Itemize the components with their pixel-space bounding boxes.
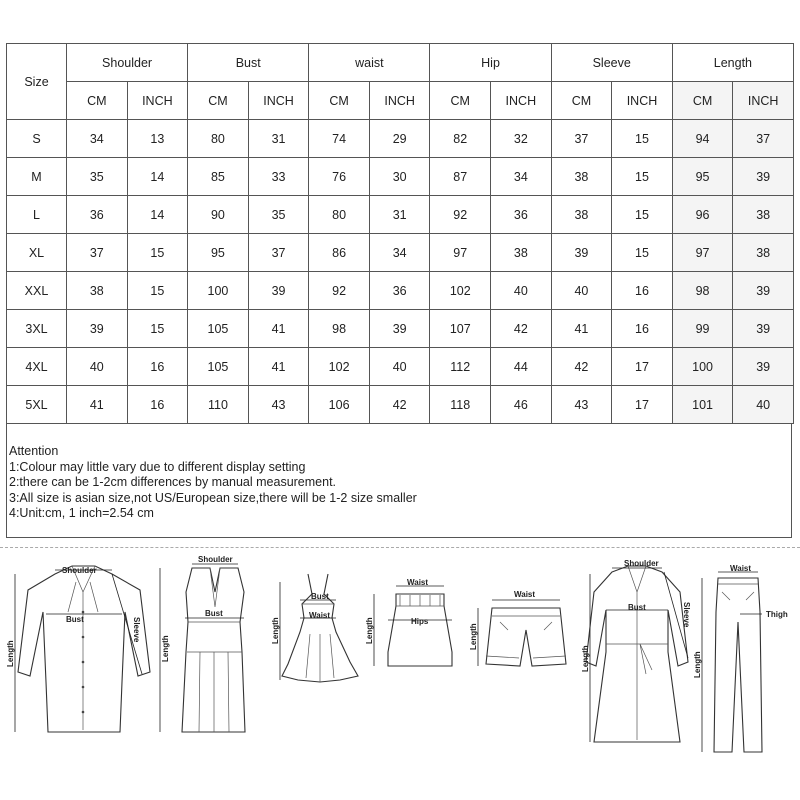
table-row [7, 234, 794, 272]
measurement-cell: 39 [369, 310, 430, 348]
measurement-cell: 39 [733, 310, 794, 348]
table-row [7, 158, 794, 196]
measurement-cell: 74 [309, 120, 370, 158]
shorts-length-label: Length [469, 623, 478, 650]
unit-header: CM [188, 82, 249, 120]
skirt-hips-label: Hips [411, 617, 429, 626]
measurement-cell: 92 [309, 272, 370, 310]
attention-line: 4:Unit:cm, 1 inch=2.54 cm [9, 506, 154, 520]
shirt-sleeve-label: Sleeve [132, 617, 141, 643]
top-shoulder-label: Shoulder [198, 555, 233, 564]
measurement-cell: 98 [672, 272, 733, 310]
measurement-cell: 44 [491, 348, 552, 386]
measurement-cell: 34 [491, 158, 552, 196]
attention-notes [6, 424, 792, 538]
unit-header: CM [672, 82, 733, 120]
size-cell: 4XL [7, 348, 67, 386]
measurement-cell: 97 [672, 234, 733, 272]
measurement-cell: 39 [733, 272, 794, 310]
measurement-cell: 36 [491, 196, 552, 234]
attention-line: 1:Colour may little vary due to different display setting [9, 459, 306, 474]
measurement-cell: 40 [733, 386, 794, 424]
measurement-cell: 102 [309, 348, 370, 386]
measurement-cell: 16 [612, 310, 673, 348]
table-row [7, 196, 794, 234]
unit-header: INCH [248, 82, 309, 120]
measurement-cell: 100 [672, 348, 733, 386]
measurement-cell: 100 [188, 272, 249, 310]
measurement-cell: 76 [309, 158, 370, 196]
size-chart-table [6, 43, 794, 424]
unit-header: CM [430, 82, 491, 120]
measurement-cell: 105 [188, 310, 249, 348]
measurement-cell: 29 [369, 120, 430, 158]
shirt-shoulder-label: Shoulder [62, 566, 97, 575]
measurement-cell: 15 [127, 310, 188, 348]
skirt-icon [365, 578, 452, 666]
measurement-cell: 118 [430, 386, 491, 424]
shirt-bust-label: Bust [66, 615, 84, 624]
attention-line: 2:there can be 1-2cm differences by manual measurement. [9, 475, 337, 489]
coat-bust-label: Bust [628, 603, 646, 612]
skirt-waist-label: Waist [407, 578, 429, 587]
group-header-shoulder: Shoulder [67, 44, 188, 82]
top-length-label: Length [161, 635, 170, 662]
measurement-cell: 38 [551, 158, 612, 196]
measurement-cell: 39 [248, 272, 309, 310]
measurement-cell: 40 [491, 272, 552, 310]
measurement-cell: 36 [67, 196, 128, 234]
size-cell: M [7, 158, 67, 196]
measurement-cell: 34 [67, 120, 128, 158]
unit-header: CM [67, 82, 128, 120]
measurement-guide [0, 552, 800, 792]
measurement-cell: 38 [491, 234, 552, 272]
measurement-cell: 15 [612, 158, 673, 196]
measurement-cell: 17 [612, 348, 673, 386]
measurement-cell: 15 [612, 234, 673, 272]
measurement-cell: 39 [733, 348, 794, 386]
measurement-cell: 102 [430, 272, 491, 310]
measurement-cell: 105 [188, 348, 249, 386]
measurement-cell: 16 [612, 272, 673, 310]
measurement-cell: 41 [248, 348, 309, 386]
pants-thigh-label: Thigh [766, 610, 788, 619]
unit-header: INCH [127, 82, 188, 120]
group-header-sleeve: Sleeve [551, 44, 672, 82]
measurement-cell: 37 [248, 234, 309, 272]
measurement-cell: 15 [127, 272, 188, 310]
measurement-cell: 80 [188, 120, 249, 158]
dress-waist-label: Waist [309, 611, 331, 620]
measurement-cell: 15 [612, 120, 673, 158]
measurement-cell: 101 [672, 386, 733, 424]
coat-icon [581, 559, 691, 742]
measurement-cell: 33 [248, 158, 309, 196]
measurement-cell: 97 [430, 234, 491, 272]
shirt-length-label: Length [6, 640, 15, 667]
measurement-cell: 37 [551, 120, 612, 158]
coat-shoulder-label: Shoulder [624, 559, 659, 568]
section-divider [0, 547, 800, 548]
size-cell: 5XL [7, 386, 67, 424]
dress-length-label: Length [271, 617, 280, 644]
measurement-cell: 37 [733, 120, 794, 158]
measurement-cell: 39 [67, 310, 128, 348]
group-header-hip: Hip [430, 44, 551, 82]
table-row [7, 272, 794, 310]
group-header-length: Length [672, 44, 793, 82]
group-header-bust: Bust [188, 44, 309, 82]
top-bust-label: Bust [205, 609, 223, 618]
measurement-cell: 95 [672, 158, 733, 196]
unit-header: INCH [369, 82, 430, 120]
pants-icon [693, 564, 788, 752]
measurement-cell: 36 [369, 272, 430, 310]
measurement-cell: 86 [309, 234, 370, 272]
measurement-cell: 112 [430, 348, 491, 386]
measurement-cell: 80 [309, 196, 370, 234]
measurement-cell: 14 [127, 196, 188, 234]
table-row [7, 386, 794, 424]
unit-header: CM [309, 82, 370, 120]
coat-sleeve-label: Sleeve [682, 602, 691, 628]
measurement-cell: 30 [369, 158, 430, 196]
measurement-cell: 38 [733, 196, 794, 234]
measurement-cell: 37 [67, 234, 128, 272]
measurement-cell: 110 [188, 386, 249, 424]
measurement-cell: 32 [491, 120, 552, 158]
size-cell: L [7, 196, 67, 234]
measurement-cell: 107 [430, 310, 491, 348]
measurement-cell: 99 [672, 310, 733, 348]
skirt-length-label: Length [365, 617, 374, 644]
measurement-cell: 87 [430, 158, 491, 196]
measurement-cell: 31 [369, 196, 430, 234]
measurement-cell: 42 [491, 310, 552, 348]
measurement-cell: 34 [369, 234, 430, 272]
measurement-cell: 95 [188, 234, 249, 272]
measurement-cell: 96 [672, 196, 733, 234]
measurement-cell: 35 [67, 158, 128, 196]
measurement-cell: 46 [491, 386, 552, 424]
coat-length-label: Length [581, 645, 590, 672]
size-cell: XL [7, 234, 67, 272]
measurement-cell: 92 [430, 196, 491, 234]
vest-top-icon [160, 555, 245, 732]
size-header: Size [7, 44, 67, 120]
measurement-cell: 94 [672, 120, 733, 158]
measurement-cell: 40 [67, 348, 128, 386]
size-cell: XXL [7, 272, 67, 310]
pants-waist-label: Waist [730, 564, 752, 573]
measurement-cell: 15 [127, 234, 188, 272]
measurement-cell: 14 [127, 158, 188, 196]
size-cell: 3XL [7, 310, 67, 348]
measurement-cell: 38 [733, 234, 794, 272]
shorts-icon [469, 590, 566, 666]
table-row [7, 348, 794, 386]
dress-bust-label: Bust [311, 592, 329, 601]
attention-line: 3:All size is asian size,not US/European size,there will be 1-2 size smaller [9, 490, 417, 505]
measurement-cell: 16 [127, 386, 188, 424]
measurement-cell: 16 [127, 348, 188, 386]
attention-title: Attention [9, 444, 59, 458]
measurement-cell: 31 [248, 120, 309, 158]
measurement-cell: 13 [127, 120, 188, 158]
measurement-cell: 17 [612, 386, 673, 424]
measurement-cell: 39 [733, 158, 794, 196]
measurement-cell: 35 [248, 196, 309, 234]
measurement-cell: 85 [188, 158, 249, 196]
measurement-cell: 41 [248, 310, 309, 348]
table-row [7, 310, 794, 348]
unit-header: INCH [491, 82, 552, 120]
group-header-waist: waist [309, 44, 430, 82]
measurement-cell: 39 [551, 234, 612, 272]
measurement-cell: 15 [612, 196, 673, 234]
measurement-cell: 106 [309, 386, 370, 424]
measurement-cell: 38 [67, 272, 128, 310]
measurement-cell: 38 [551, 196, 612, 234]
measurement-cell: 82 [430, 120, 491, 158]
measurement-cell: 40 [551, 272, 612, 310]
unit-header: CM [551, 82, 612, 120]
measurement-cell: 41 [67, 386, 128, 424]
dress-icon [271, 574, 358, 682]
unit-header: INCH [612, 82, 673, 120]
measurement-cell: 40 [369, 348, 430, 386]
measurement-cell: 90 [188, 196, 249, 234]
measurement-cell: 41 [551, 310, 612, 348]
measurement-cell: 42 [369, 386, 430, 424]
measurement-cell: 43 [551, 386, 612, 424]
measurement-cell: 98 [309, 310, 370, 348]
table-row [7, 120, 794, 158]
size-cell: S [7, 120, 67, 158]
shirt-icon [6, 566, 150, 732]
measurement-cell: 42 [551, 348, 612, 386]
unit-header: INCH [733, 82, 794, 120]
measurement-cell: 43 [248, 386, 309, 424]
shorts-waist-label: Waist [514, 590, 536, 599]
pants-length-label: Length [693, 651, 702, 678]
